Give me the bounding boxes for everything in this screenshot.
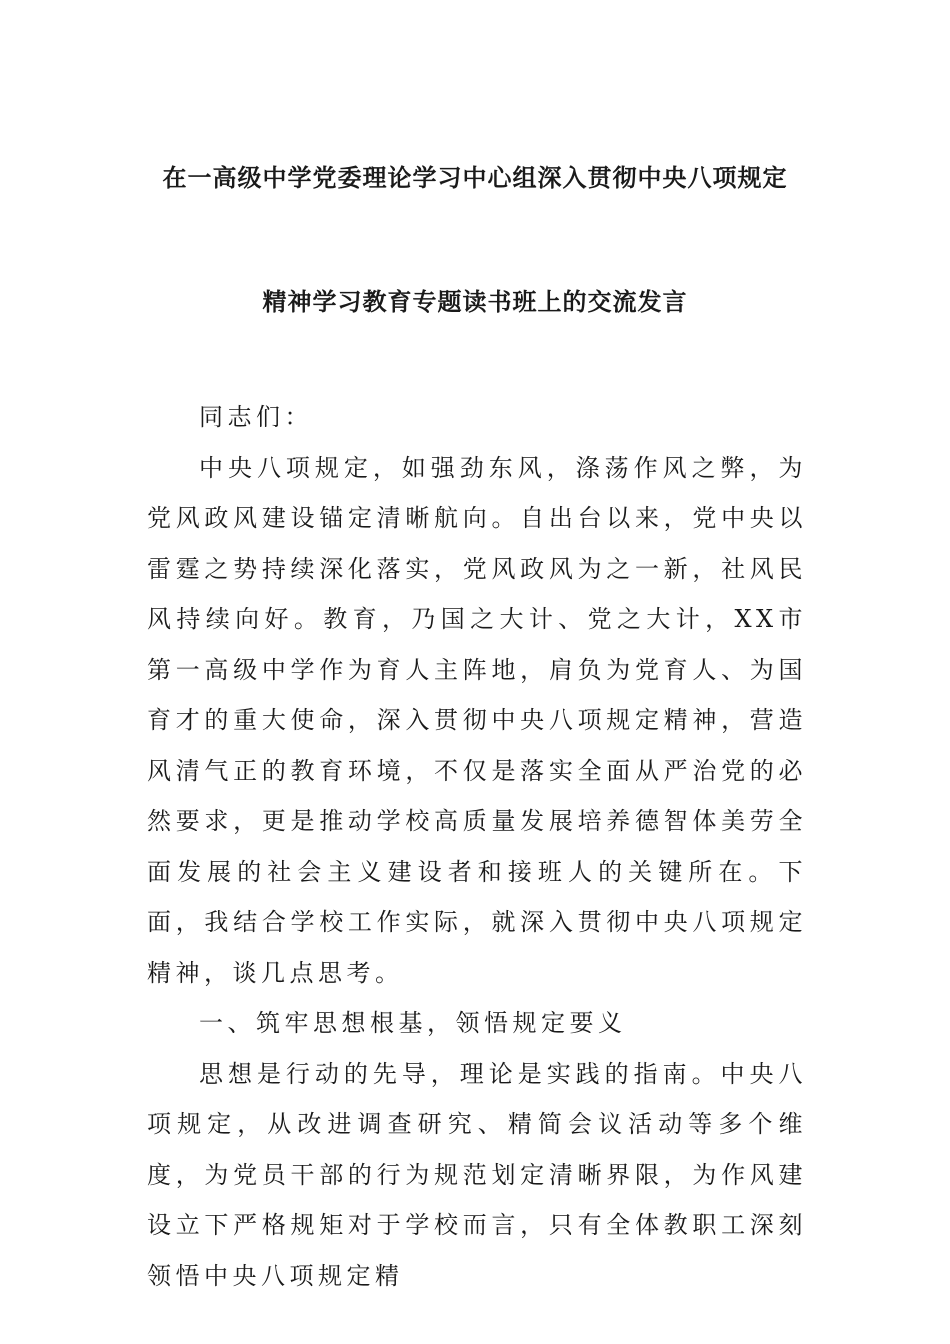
section-heading-1: 一、筑牢思想根基，领悟规定要义 — [199, 1009, 627, 1037]
document-title-line-1: 在一高级中学党委理论学习中心组深入贯彻中央八项规定 — [162, 164, 788, 192]
paragraph-section-1: 思想是行动的先导，理论是实践的指南。中央八项规定，从改进调查研究、精简会议活动等多个维度，为党员干部的行为规范划定清晰界限，为作风建设立下严格规矩对于学校而言，只有全体教职工深刻领悟中央八项规定精 — [147, 1059, 807, 1290]
salutation: 同志们： — [199, 403, 313, 431]
document-title-line-2: 精神学习教育专题读书班上的交流发言 — [262, 288, 688, 316]
paragraph-intro: 中央八项规定，如强劲东风，涤荡作风之弊，为党风政风建设锚定清晰航向。自出台以来，党中央以雷霆之势持续深化落实，党风政风为之一新，社风民风持续向好。教育，乃国之大计、党之大计，XX市第一高级中学作为育人主阵地，肩负为党育人、为国育才的重大使命，深入贯彻中央八项规定精神，营造风清气正的教育环境，不仅是落实全面从严治党的必然要求，更是推动学校高质量发展培养德智体美劳全面发展的社会主义建设者和接班人的关键所在。下面，我结合学校工作实际，就深入贯彻中央八项规定精神，谈几点思考。 — [147, 453, 807, 987]
document-body — [147, 392, 807, 1301]
